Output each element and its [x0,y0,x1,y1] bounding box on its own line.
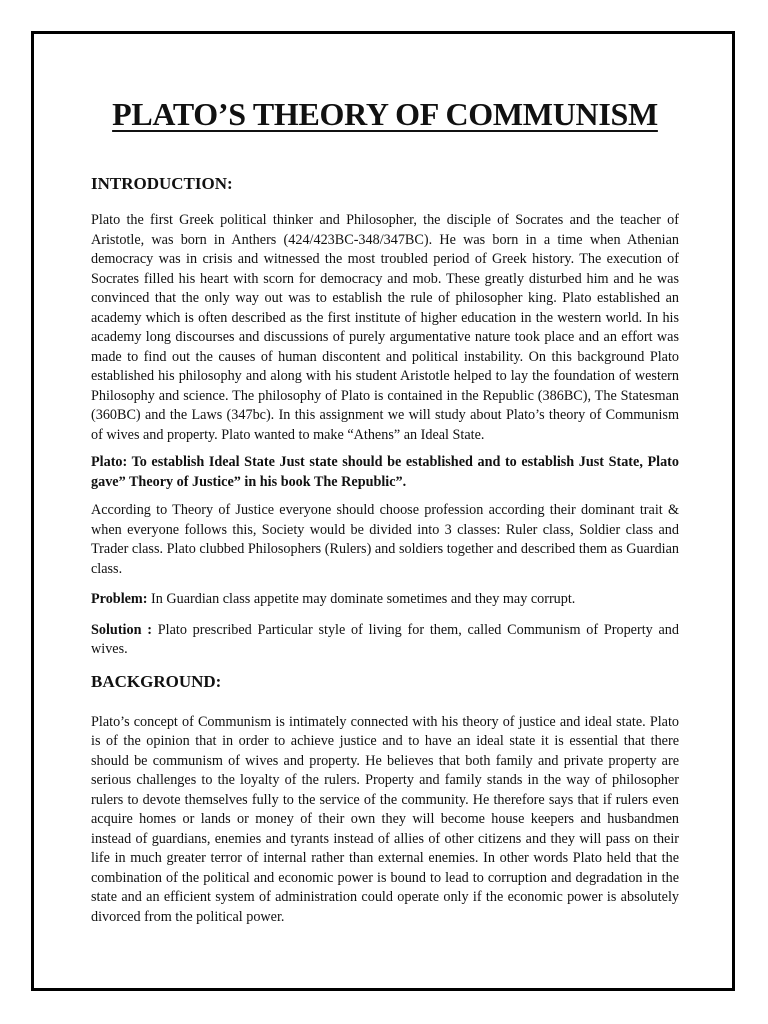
problem-statement [91,590,679,610]
problem-text: In Guardian class appetite may dominate sometimes and they may corrupt. [147,591,576,607]
problem-label: Problem: [91,591,148,607]
solution-label: Solution : [91,621,152,638]
background-paragraph: Plato’s concept of Communism is intimately connected with his theory of justice and ideal state. Plato is of the opinion that in order to achieve justice and to have an ideal state it is essential that there should be communism of wives and property. He believes that both family and private property are serious challenges to the loyalty of the rulers. Property and family stands in the way of philosopher rulers to devote themselves fully to the service of the community. He therefore says that if rulers even acquire homes or lands or money of their own they will become house keepers and husbandmen instead of guardians, enemies and tyrants instead of allies of other citizens and they will pass on their life in much greater terror of internal rather than external enemies. In other words Plato held that the combination of the political and economic power is bound to lead to corruption and degradation in the state and an efficient system of administration could operate only if the economic power is absolutely divorced from the political power. [91,713,679,925]
justice-paragraph: According to Theory of Justice everyone should choose profession according their dominant trait & when everyone follows this, Society would be divided into 3 classes: Ruler class, Soldier class and Trader class. Plato clubbed Philosophers (Rulers) and soldiers together and described them as Guardian class. [91,502,679,577]
introduction-paragraph: Plato the first Greek political thinker and Philosopher, the disciple of Socrates and the teacher of Aristotle, was born in Anthers (424/423BC-348/347BC). He was born in a time when Athenian democracy was in crisis and witnessed the most troubled period of Greek history. The execution of Socrates filled his heart with scorn for democracy and mob. These greatly disturbed him and he was convinced that the only way out was to establish the rule of philosopher king. Plato established an academy which is often described as the first institute of higher education in the western world. In his academy long discourses and discussions of purely argumentative nature took place and an effort was made to find out the causes of human discontent and political instability. On this background Plato established his philosophy and along with his student Aristotle helped to lay the foundation of western Philosophy and science. The philosophy of Plato is contained in the Republic (386BC), The Statesman (360BC) and the Laws (347bc). In this assignment we will study about Plato’s theory of Communism of wives and property. Plato wanted to make “Athens” an Ideal State. [91,212,679,443]
document-body [91,92,679,927]
thesis-statement: Plato: To establish Ideal State Just state should be established and to establish Just State, Plato gave” Theory of Justice” in his book The Republic”. [91,454,679,490]
solution-text: Plato prescribed Particular style of living for them, called Communism of Property and wives. [91,621,679,657]
introduction-heading: INTRODUCTION: [91,174,233,193]
solution-statement [91,621,679,660]
document-title: PLATO’S THEORY OF COMMUNISM [112,96,658,132]
background-heading: BACKGROUND: [91,671,222,691]
